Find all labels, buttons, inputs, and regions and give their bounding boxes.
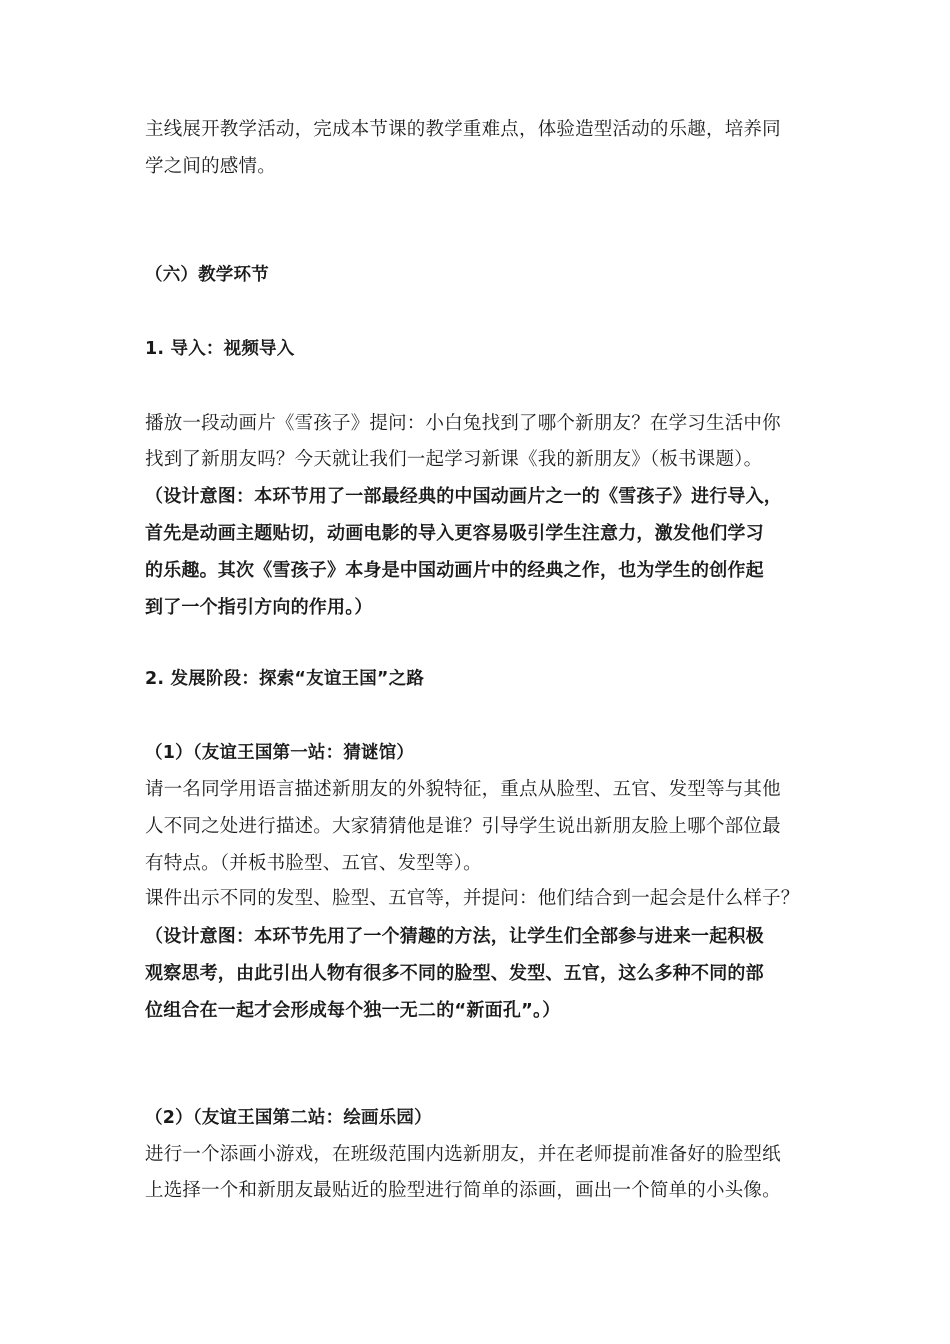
intro-line-2: 学之间的感情。 <box>145 156 276 177</box>
part2-heading: （2）（友谊王国第二站：绘画乐园） <box>145 1108 432 1128</box>
intro-line-1: 主线展开教学活动，完成本节课的教学重难点，体验造型活动的乐趣，培养同 <box>145 119 781 140</box>
part1-body-line-1: 请一名同学用语言描述新朋友的外貌特征，重点从脸型、五官、发型等与其他 <box>145 779 781 800</box>
part2-body-line-1: 进行一个添画小游戏，在班级范围内选新朋友，并在老师提前准备好的脸型纸 <box>145 1144 781 1165</box>
part1-design-line-2: 观察思考，由此引出人物有很多不同的脸型、发型、五官，这么多种不同的部 <box>145 963 764 984</box>
part1-design-line-3: 位组合在一起才会形成每个独一无二的“新面孔”。） <box>145 1000 561 1021</box>
part1-heading: （1）（友谊王国第一站：猜谜馆） <box>145 743 415 763</box>
part1-body-line-2: 人不同之处进行描述。大家猜猜他是谁？引导学生说出新朋友脸上哪个部位最 <box>145 816 781 837</box>
part2-body-line-2: 上选择一个和新朋友最贴近的脸型进行简单的添画，画出一个简单的小头像。 <box>145 1180 781 1201</box>
step2-heading: 2. 发展阶段：探索“友谊王国”之路 <box>145 669 425 689</box>
step1-design-line-2: 首先是动画主题贴切，动画电影的导入更容易吸引学生注意力，激发他们学习 <box>145 523 764 544</box>
step1-design-line-1: （设计意图：本环节用了一部最经典的中国动画片之一的《雪孩子》进行导入， <box>145 486 782 507</box>
step1-body-line-2: 找到了新朋友吗？今天就让我们一起学习新课《我的新朋友》（板书课题）。 <box>145 449 763 470</box>
part1-body-line-4: 课件出示不同的发型、脸型、五官等，并提问：他们结合到一起会是什么样子？ <box>145 888 800 909</box>
section-title: （六）教学环节 <box>145 265 269 285</box>
step1-heading: 1. 导入：视频导入 <box>145 339 295 359</box>
step1-body-line-1: 播放一段动画片《雪孩子》提问：小白兔找到了哪个新朋友？在学习生活中你 <box>145 413 781 434</box>
part1-design-line-1: （设计意图：本环节先用了一个猜趣的方法，让学生们全部参与进来一起积极 <box>145 926 764 947</box>
step1-design-line-3: 的乐趣。其次《雪孩子》本身是中国动画片中的经典之作，也为学生的创作起 <box>145 560 764 581</box>
part1-body-line-3: 有特点。（并板书脸型、五官、发型等）。 <box>145 853 482 874</box>
step1-design-line-4: 到了一个指引方向的作用。） <box>145 597 373 618</box>
